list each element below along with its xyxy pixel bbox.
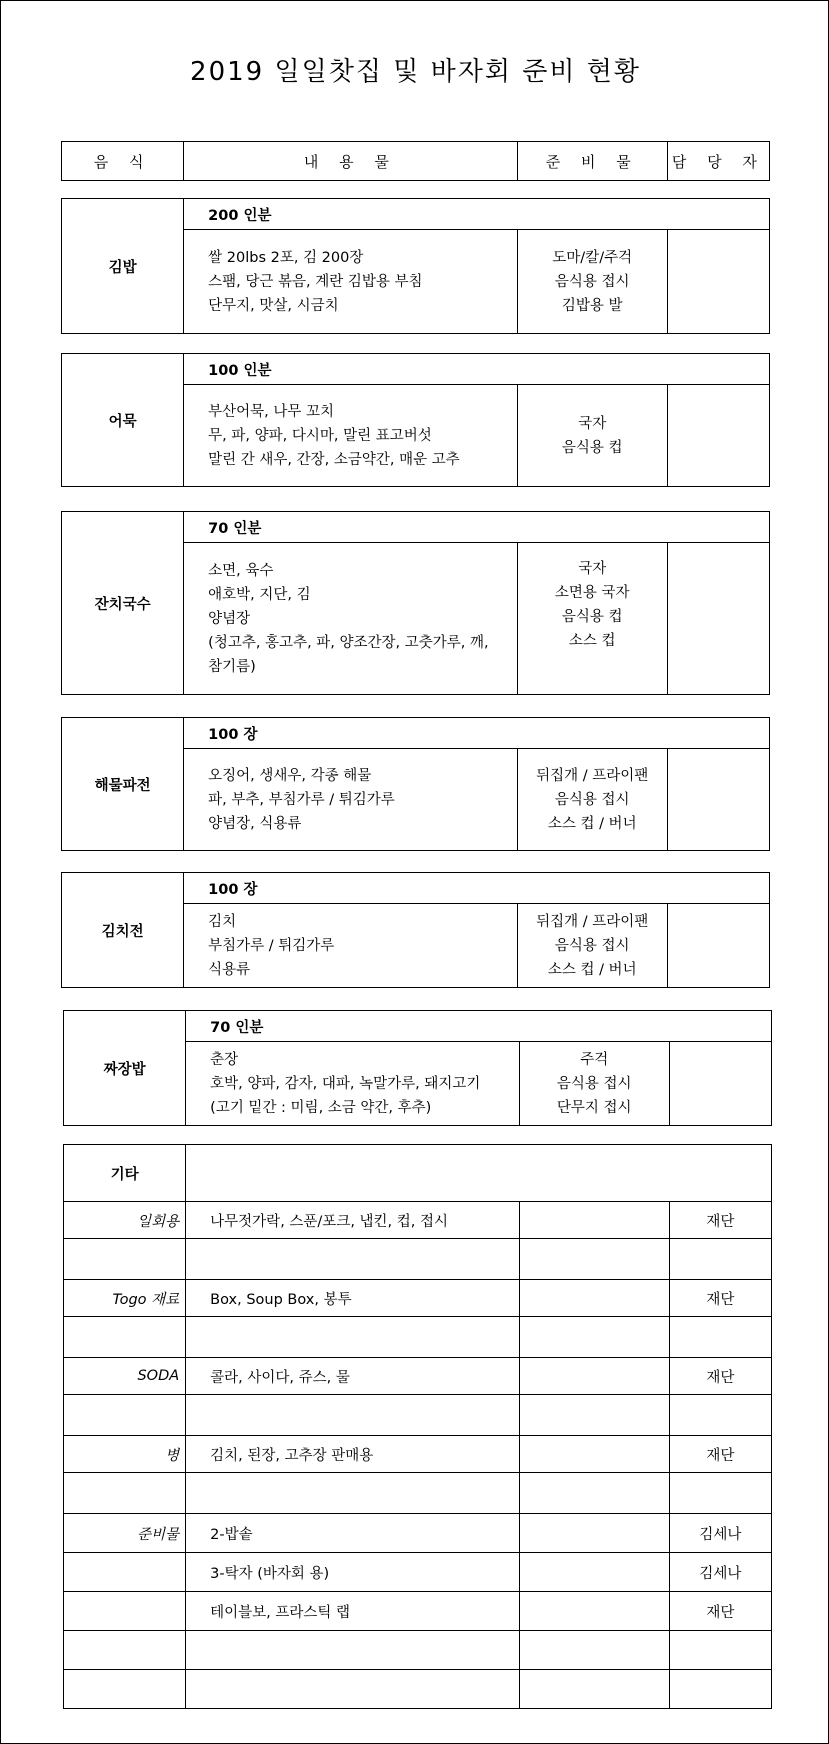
contents-cell xyxy=(184,749,517,851)
etc-owner: 재단 xyxy=(669,1436,771,1473)
etc-row xyxy=(64,1202,772,1239)
contents-line: 애호박, 지단, 김 xyxy=(208,586,311,603)
etc-text: 3-탁자 (바자회 용) xyxy=(186,1553,519,1592)
etc-text xyxy=(186,1317,519,1358)
food-name: 짜장밥 xyxy=(64,1011,186,1126)
contents-line: 참기름) xyxy=(208,658,256,675)
food-name: 김치전 xyxy=(62,873,184,988)
etc-label: 준비물 xyxy=(64,1514,186,1553)
prep-cell xyxy=(517,385,667,487)
etc-owner: 재단 xyxy=(669,1280,771,1317)
etc-text xyxy=(186,1473,519,1514)
prep-line: 소면용 국자 xyxy=(554,585,630,601)
prep-line: 소스 컵 / 버너 xyxy=(547,815,637,832)
etc-label xyxy=(64,1592,186,1631)
etc-label xyxy=(64,1670,186,1709)
etc-owner: 재단 xyxy=(669,1592,771,1631)
contents-line: 단무지, 맛살, 시금치 xyxy=(208,297,339,314)
contents-line: 소면, 육수 xyxy=(208,562,274,579)
etc-text xyxy=(186,1670,519,1709)
etc-label xyxy=(64,1317,186,1358)
prep-line: 음식용 접시 xyxy=(554,273,630,290)
prep-line: 뒤집개 / 프라이팬 xyxy=(536,767,649,784)
etc-text: 2-밥솥 xyxy=(186,1514,519,1553)
servings: 100 인분 xyxy=(184,354,770,385)
etc-prep xyxy=(519,1280,669,1317)
etc-table xyxy=(63,1144,772,1709)
prep-line: 도마/칼/주걱 xyxy=(552,249,633,266)
etc-row xyxy=(64,1514,772,1553)
servings: 200 인분 xyxy=(184,199,770,230)
owner-cell xyxy=(667,543,769,695)
etc-row xyxy=(64,1553,772,1592)
contents-line: (청고추, 홍고추, 파, 양조간장, 고춧가루, 깨, xyxy=(208,634,489,651)
prep-cell xyxy=(517,230,667,334)
etc-prep xyxy=(519,1514,669,1553)
etc-label: Togo 재료 xyxy=(64,1280,186,1317)
contents-line: 말린 간 새우, 간장, 소금약간, 매운 고추 xyxy=(208,451,460,468)
prep-line: 음식용 접시 xyxy=(554,937,630,954)
etc-owner: 재단 xyxy=(669,1358,771,1395)
etc-row xyxy=(64,1670,772,1709)
etc-prep xyxy=(519,1317,669,1358)
contents-line: 스팸, 당근 볶음, 계란 김밥용 부침 xyxy=(208,273,423,290)
prep-line: 음식용 접시 xyxy=(556,1075,632,1092)
etc-row xyxy=(64,1473,772,1514)
prep-cell xyxy=(517,749,667,851)
contents-line: 부침가루 / 튀김가루 xyxy=(208,937,335,954)
owner-cell xyxy=(667,385,769,487)
prep-cell xyxy=(519,1042,669,1126)
contents-line: 부산어묵, 나무 꼬치 xyxy=(208,403,335,420)
food-table-haemul-pajeon xyxy=(61,717,770,851)
food-table-janchi-guksu xyxy=(61,511,770,695)
etc-text: 나무젓가락, 스푼/포크, 냅킨, 컵, 접시 xyxy=(186,1202,519,1239)
etc-prep xyxy=(519,1395,669,1436)
contents-line: 춘장 xyxy=(210,1051,239,1068)
etc-owner xyxy=(669,1317,771,1358)
etc-text xyxy=(186,1239,519,1280)
header-contents: 내 용 물 xyxy=(184,142,517,181)
contents-cell xyxy=(184,385,517,487)
contents-line: 식용류 xyxy=(208,961,251,978)
etc-prep xyxy=(519,1592,669,1631)
etc-row xyxy=(64,1280,772,1317)
prep-line: 김밥용 발 xyxy=(561,297,623,314)
prep-line: 소스 컵 xyxy=(568,633,616,649)
food-table-eomuk xyxy=(61,353,770,487)
prep-line: 주걱 xyxy=(580,1051,609,1068)
etc-owner: 김세나 xyxy=(669,1514,771,1553)
prep-line: 국자 xyxy=(578,561,607,577)
prep-line: 소스 컵 / 버너 xyxy=(547,961,637,978)
contents-cell xyxy=(184,230,517,334)
prep-line: 음식용 컵 xyxy=(561,609,623,625)
prep-line: 단무지 접시 xyxy=(556,1099,632,1116)
etc-owner xyxy=(669,1395,771,1436)
header-prep: 준 비 물 xyxy=(517,142,667,181)
etc-prep xyxy=(519,1631,669,1670)
food-table-kimchijeon xyxy=(61,872,770,988)
header-owner: 담 당 자 xyxy=(667,142,769,181)
etc-row xyxy=(64,1358,772,1395)
etc-prep xyxy=(519,1670,669,1709)
etc-prep xyxy=(519,1553,669,1592)
prep-line: 음식용 접시 xyxy=(554,791,630,808)
contents-line: 파, 부추, 부침가루 / 튀김가루 xyxy=(208,791,395,808)
contents-line: 쌀 20lbs 2포, 김 200장 xyxy=(208,249,364,266)
contents-line: 김치 xyxy=(208,913,237,930)
etc-text xyxy=(186,1631,519,1670)
contents-line: 무, 파, 양파, 다시마, 말린 표고버섯 xyxy=(208,427,432,444)
etc-text: 테이블보, 프라스틱 랩 xyxy=(186,1592,519,1631)
etc-text: 김치, 된장, 고추장 판매용 xyxy=(186,1436,519,1473)
etc-heading-blank xyxy=(186,1145,772,1202)
etc-label xyxy=(64,1631,186,1670)
etc-label xyxy=(64,1473,186,1514)
etc-prep xyxy=(519,1358,669,1395)
etc-label: 일회용 xyxy=(64,1202,186,1239)
contents-line: 호박, 양파, 감자, 대파, 녹말가루, 돼지고기 xyxy=(210,1075,481,1092)
etc-label: 병 xyxy=(64,1436,186,1473)
etc-label xyxy=(64,1395,186,1436)
servings: 100 장 xyxy=(184,718,770,749)
contents-line: 양념장, 식용류 xyxy=(208,815,302,832)
prep-line: 음식용 컵 xyxy=(561,439,623,456)
owner-cell xyxy=(669,1042,771,1126)
etc-prep xyxy=(519,1202,669,1239)
etc-prep xyxy=(519,1473,669,1514)
servings: 70 인분 xyxy=(186,1011,772,1042)
prep-cell xyxy=(517,543,667,695)
food-table-jjajangbap xyxy=(63,1010,772,1126)
etc-row xyxy=(64,1631,772,1670)
prep-line: 국자 xyxy=(578,415,607,432)
etc-label xyxy=(64,1553,186,1592)
etc-heading: 기타 xyxy=(64,1145,186,1202)
etc-owner xyxy=(669,1670,771,1709)
etc-owner: 김세나 xyxy=(669,1553,771,1592)
etc-row xyxy=(64,1239,772,1280)
food-table-gimbap xyxy=(61,198,770,334)
servings: 70 인분 xyxy=(184,512,770,543)
etc-label xyxy=(64,1239,186,1280)
etc-prep xyxy=(519,1239,669,1280)
owner-cell xyxy=(667,230,769,334)
etc-row xyxy=(64,1592,772,1631)
servings: 100 장 xyxy=(184,873,770,904)
etc-text xyxy=(186,1395,519,1436)
etc-owner xyxy=(669,1473,771,1514)
contents-line: (고기 밑간 : 미림, 소금 약간, 후추) xyxy=(210,1099,432,1116)
prep-cell xyxy=(517,904,667,988)
etc-owner xyxy=(669,1631,771,1670)
food-name: 해물파전 xyxy=(62,718,184,851)
page-title: 2019 일일찻집 및 바자회 준비 현황 xyxy=(190,57,641,87)
etc-prep xyxy=(519,1436,669,1473)
header-table xyxy=(61,141,770,181)
header-food: 음 식 xyxy=(62,142,184,181)
contents-cell xyxy=(186,1042,519,1126)
etc-text: 콜라, 사이다, 쥬스, 물 xyxy=(186,1358,519,1395)
food-name: 김밥 xyxy=(62,199,184,334)
contents-line: 양념장 xyxy=(208,610,251,627)
contents-line: 오징어, 생새우, 각종 해물 xyxy=(208,767,372,784)
prep-line: 뒤집개 / 프라이팬 xyxy=(536,913,649,930)
owner-cell xyxy=(667,904,769,988)
etc-owner: 재단 xyxy=(669,1202,771,1239)
etc-text: Box, Soup Box, 봉투 xyxy=(186,1280,519,1317)
etc-label: SODA xyxy=(64,1358,186,1395)
food-name: 어묵 xyxy=(62,354,184,487)
owner-cell xyxy=(667,749,769,851)
etc-owner xyxy=(669,1239,771,1280)
etc-row xyxy=(64,1317,772,1358)
etc-row xyxy=(64,1395,772,1436)
contents-cell xyxy=(184,543,517,695)
food-name: 잔치국수 xyxy=(62,512,184,695)
contents-cell xyxy=(184,904,517,988)
etc-row xyxy=(64,1436,772,1473)
